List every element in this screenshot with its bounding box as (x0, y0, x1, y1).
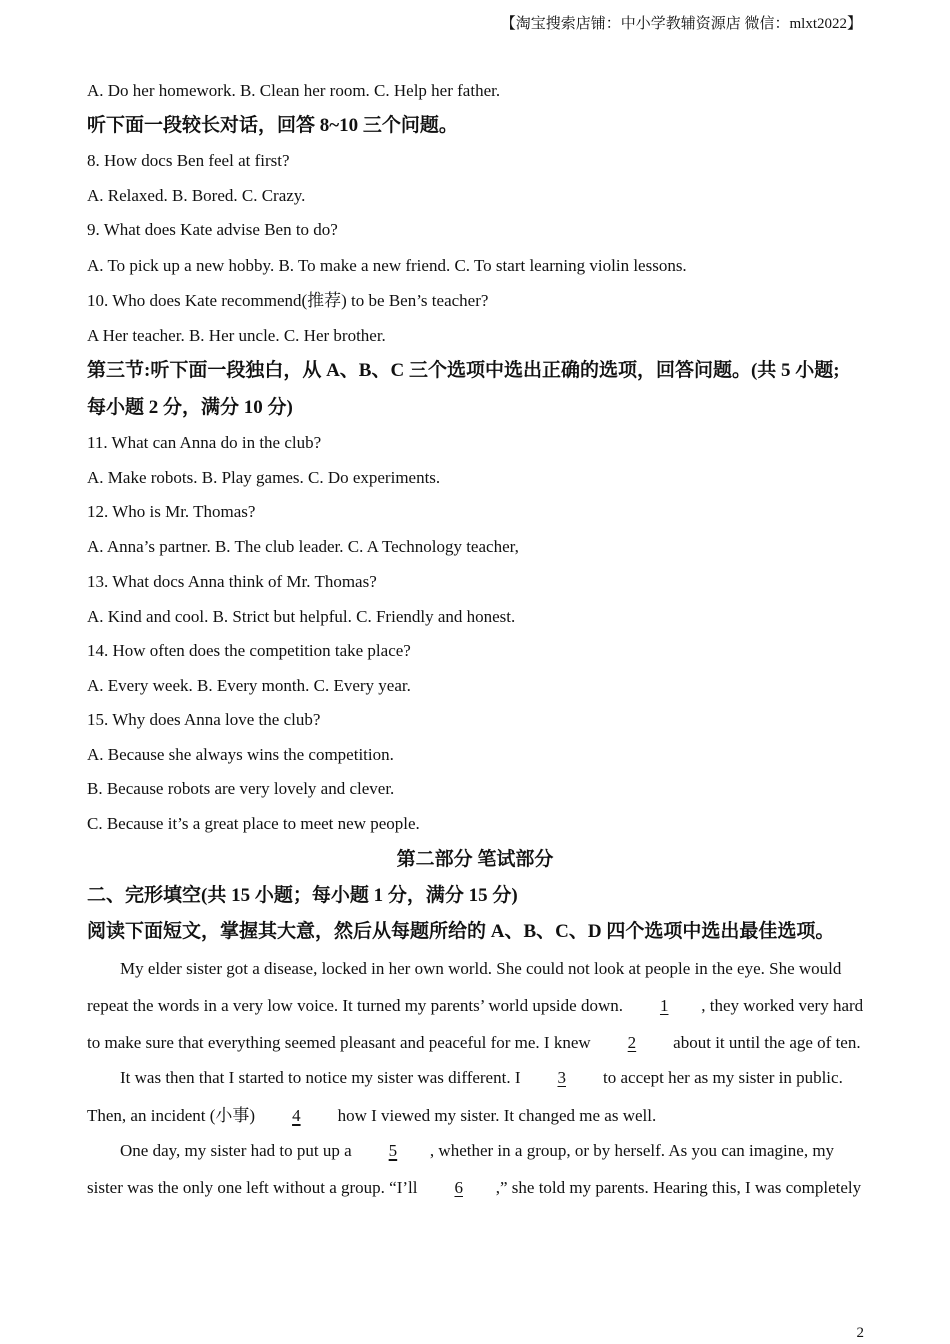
passage-line (87, 1140, 890, 1162)
question-14: 14. How often does the competition take place? (87, 641, 411, 660)
page-number: 2 (856, 1325, 864, 1341)
section-three-heading-cont: 每小题 2 分，满分 10 分) (87, 397, 293, 418)
blank-6: 6 (454, 1178, 463, 1197)
passage-line (87, 1067, 890, 1089)
passage-line (87, 1177, 862, 1199)
blank-4: 4 (292, 1106, 301, 1125)
question-11: 11. What can Anna do in the club? (87, 433, 322, 452)
passage-text: Then, an incident (小事) (87, 1106, 260, 1125)
blank-5: 5 (388, 1141, 398, 1160)
passage-text: repeat the words in a very low voice. It turned my parents’ world upside down. (87, 996, 628, 1015)
q14-options: A. Every week. B. Every month. C. Every year. (87, 676, 411, 695)
question-15: 15. Why does Anna love the club? (87, 710, 321, 729)
question-12: 12. Who is Mr. Thomas? (87, 502, 256, 521)
passage-text: , they worked very hard (701, 996, 864, 1015)
passage-text: One day, my sister had to put up a (120, 1141, 356, 1160)
passage-text: how I viewed my sister. It changed me as well. (333, 1106, 657, 1125)
question-10: 10. Who does Kate recommend(推荐) to be Ben’s teacher? (87, 291, 489, 310)
q8-options: A. Relaxed. B. Bored. C. Crazy. (87, 186, 306, 205)
q13-options: A. Kind and cool. B. Strict but helpful. C. Friendly and honest. (87, 607, 516, 626)
q11-options: A. Make robots. B. Play games. C. Do experiments. (87, 468, 441, 487)
cloze-heading: 二、完形填空(共 15 小题；每小题 1 分，满分 15 分) (87, 885, 518, 906)
question-9: 9. What does Kate advise Ben to do? (87, 220, 338, 239)
q10-options: A Her teacher. B. Her uncle. C. Her brother. (87, 326, 386, 345)
blank-1: 1 (659, 996, 669, 1015)
q12-options: A. Anna’s partner. B. The club leader. C. A Technology teacher, (87, 537, 519, 556)
passage-line (87, 995, 864, 1017)
passage-text: about it until the age of ten. (668, 1033, 861, 1052)
q7-options: A. Do her homework. B. Clean her room. C. Help her father. (87, 81, 501, 100)
section-three-heading: 第三节:听下面一段独白，从 A、B、C 三个选项中选出正确的选项，回答问题。(共 5 小题; (87, 360, 840, 381)
passage-text: sister was the only one left without a group. “I’ll (87, 1178, 422, 1197)
blank-2: 2 (627, 1033, 637, 1052)
section-instruction-8-10: 听下面一段较长对话，回答 8~10 三个问题。 (87, 115, 458, 136)
cloze-instruction: 阅读下面短文，掌握其大意，然后从每题所给的 A、B、C、D 四个选项中选出最佳选项。 (87, 921, 835, 942)
passage-text: It was then that I started to notice my sister was different. I (120, 1068, 525, 1087)
page-header: 【淘宝搜索店铺：中小学教辅资源店 微信：mlxt2022】 (500, 16, 862, 32)
question-8: 8. How docs Ben feel at first? (87, 151, 290, 170)
passage-text: , whether in a group, or by herself. As you can imagine, my (429, 1141, 835, 1160)
q9-options: A. To pick up a new hobby. B. To make a new friend. C. To start learning violin lessons. (87, 256, 687, 275)
q15-option-b: B. Because robots are very lovely and clever. (87, 779, 395, 798)
passage-line (87, 1032, 861, 1054)
passage-text: to accept her as my sister in public. (598, 1068, 843, 1087)
blank-3: 3 (557, 1068, 566, 1087)
passage-text: ,” she told my parents. Hearing this, I was completely (495, 1178, 862, 1197)
question-13: 13. What docs Anna think of Mr. Thomas? (87, 572, 377, 591)
q15-option-c: C. Because it’s a great place to meet new people. (87, 814, 420, 833)
part-two-title: 第二部分 笔试部分 (396, 849, 554, 870)
q15-option-a: A. Because she always wins the competition. (87, 745, 394, 764)
passage-line: My elder sister got a disease, locked in her own world. She could not look at people in the eye. She would (120, 959, 842, 978)
passage-line (87, 1105, 857, 1127)
passage-text: to make sure that everything seemed pleasant and peaceful for me. I knew (87, 1033, 595, 1052)
